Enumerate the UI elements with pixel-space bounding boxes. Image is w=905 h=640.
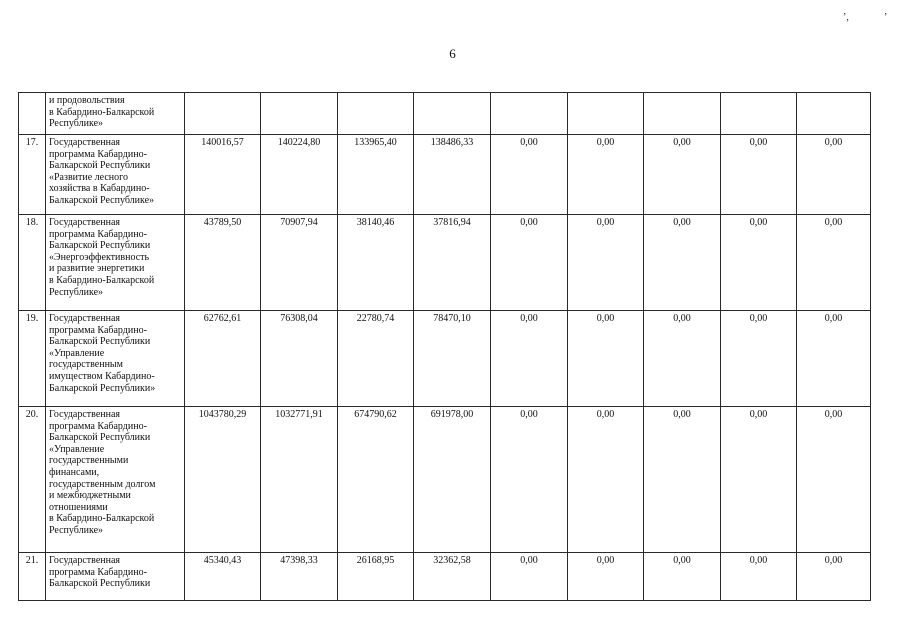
table-row	[19, 135, 871, 215]
value-cell: 0,00	[797, 215, 871, 311]
value-cell	[185, 93, 261, 135]
value-cell: 0,00	[644, 553, 721, 601]
value-cell: 37816,94	[414, 215, 491, 311]
value-cell: 0,00	[644, 135, 721, 215]
value-cell: 0,00	[797, 553, 871, 601]
value-cell: 62762,61	[185, 311, 261, 407]
value-cell: 0,00	[721, 311, 797, 407]
value-cell	[414, 93, 491, 135]
program-name-cell	[46, 215, 185, 311]
value-cell: 674790,62	[338, 407, 414, 553]
table-row	[19, 311, 871, 407]
value-cell	[261, 93, 338, 135]
value-cell: 0,00	[797, 407, 871, 553]
value-cell: 47398,33	[261, 553, 338, 601]
row-number-cell: 20.	[19, 407, 46, 553]
value-cell: 70907,94	[261, 215, 338, 311]
program-name: Государственная программа Кабардино- Балкарской Республики «Энергоэффективность и развитие энергетики в Кабардино-Балкарской Республике»	[49, 217, 155, 298]
corner-mark-left: ’,	[843, 12, 849, 23]
program-name-cell	[46, 407, 185, 553]
value-cell: 38140,46	[338, 215, 414, 311]
value-cell: 76308,04	[261, 311, 338, 407]
program-name: Государственная программа Кабардино- Балкарской Республики «Управление государственными финансами, государственным долгом и межбюджетными отношениями в Кабардино-Балкарской Республике»	[49, 409, 156, 536]
corner-mark-right: ’	[884, 12, 888, 23]
table-row	[19, 553, 871, 601]
value-cell	[568, 93, 644, 135]
value-cell: 0,00	[491, 215, 568, 311]
row-number-cell: 19.	[19, 311, 46, 407]
row-number-cell	[19, 93, 46, 135]
value-cell: 0,00	[491, 311, 568, 407]
value-cell: 43789,50	[185, 215, 261, 311]
value-cell: 0,00	[491, 135, 568, 215]
program-name-cell	[46, 135, 185, 215]
program-name-cell	[46, 311, 185, 407]
value-cell: 26168,95	[338, 553, 414, 601]
value-cell: 1032771,91	[261, 407, 338, 553]
value-cell: 0,00	[568, 215, 644, 311]
value-cell: 133965,40	[338, 135, 414, 215]
table-row-continuation	[19, 93, 871, 135]
value-cell: 0,00	[568, 135, 644, 215]
value-cell: 0,00	[721, 135, 797, 215]
value-cell: 0,00	[568, 311, 644, 407]
value-cell: 78470,10	[414, 311, 491, 407]
value-cell: 0,00	[797, 311, 871, 407]
value-cell: 45340,43	[185, 553, 261, 601]
value-cell: 22780,74	[338, 311, 414, 407]
value-cell: 32362,58	[414, 553, 491, 601]
value-cell: 0,00	[491, 407, 568, 553]
value-cell	[491, 93, 568, 135]
value-cell: 0,00	[644, 311, 721, 407]
row-number-cell: 18.	[19, 215, 46, 311]
value-cell: 140224,80	[261, 135, 338, 215]
row-number-cell: 21.	[19, 553, 46, 601]
value-cell: 138486,33	[414, 135, 491, 215]
value-cell: 0,00	[721, 407, 797, 553]
program-name: Государственная программа Кабардино- Балкарской Республики	[49, 555, 151, 590]
value-cell: 691978,00	[414, 407, 491, 553]
value-cell: 0,00	[568, 553, 644, 601]
value-cell: 0,00	[797, 135, 871, 215]
value-cell: 1043780,29	[185, 407, 261, 553]
value-cell	[721, 93, 797, 135]
program-name: Государственная программа Кабардино- Балкарской Республики «Развитие лесного хозяйства в Кабардино- Балкарской Республике»	[49, 137, 155, 206]
value-cell: 140016,57	[185, 135, 261, 215]
value-cell: 0,00	[644, 215, 721, 311]
value-cell: 0,00	[568, 407, 644, 553]
program-funding-table	[18, 92, 871, 601]
table-row	[19, 407, 871, 553]
value-cell	[644, 93, 721, 135]
value-cell	[338, 93, 414, 135]
program-name-cell	[46, 93, 185, 135]
value-cell: 0,00	[491, 553, 568, 601]
value-cell	[797, 93, 871, 135]
table-row	[19, 215, 871, 311]
page-number: 6	[449, 46, 456, 61]
program-name: и продовольствия в Кабардино-Балкарской Республике»	[49, 95, 155, 130]
program-name: Государственная программа Кабардино- Балкарской Республики «Управление государственным имуществом Кабардино- Балкарской Республики»	[49, 313, 156, 394]
value-cell: 0,00	[721, 553, 797, 601]
program-name-cell	[46, 553, 185, 601]
row-number-cell: 17.	[19, 135, 46, 215]
value-cell: 0,00	[721, 215, 797, 311]
value-cell: 0,00	[644, 407, 721, 553]
